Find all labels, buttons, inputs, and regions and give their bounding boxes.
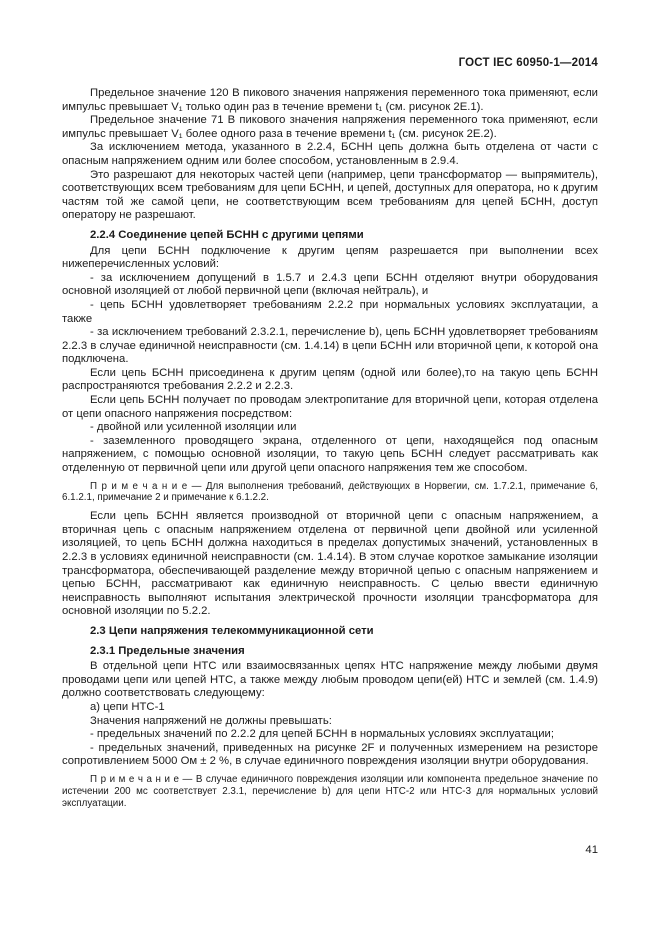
- document-content: [62, 87, 598, 815]
- body-paragraph: - предельных значений по 2.2.2 для цепей БСНН в нормальных условиях эксплуатации;: [90, 728, 555, 741]
- body-paragraph: а) цепи НТС-1: [90, 700, 165, 713]
- note-paragraph: П р и м е ч а н и е — В случае единичного повреждения изоляции или компонента предельное значение по истечении 200 мс соответствует 2.3.1, перечисление b) для цепи НТС-2 или НТС-3 для нормальных условий эксплуатации.: [62, 773, 598, 809]
- section-heading: 2.2.4 Соединение цепей БСНН с другими цепями: [90, 228, 364, 241]
- body-paragraph: - двойной или усиленной изоляции или: [90, 421, 297, 434]
- body-paragraph: Это разрешают для некоторых частей цепи (например, цепи трансформатор — выпрямитель), соответствующих всем требованиям для цепи БСНН, и цепей, доступных для оператора, но к другим частям той же самой цепи, не соответствующим всем требованиям для цепей БСНН, доступ оператору не разрешают.: [62, 168, 598, 222]
- page-number: 41: [585, 844, 598, 856]
- section-heading: 2.3.1 Предельные значения: [90, 644, 245, 657]
- body-paragraph: - за исключением требований 2.3.2.1, перечисление b), цепь БСНН удовлетворяет требованиям 2.2.3 в случае единичной неисправности (см. 1.4.14) в цепи БСНН или вторичной цепи, к которой она подключена.: [62, 326, 598, 366]
- standard-number: ГОСТ IEC 60950-1—2014: [458, 57, 598, 69]
- running-header: [62, 57, 598, 69]
- body-paragraph: Для цепи БСНН подключение к другим цепям разрешается при выполнении всех нижеперечисленных условий:: [62, 244, 598, 271]
- body-paragraph: За исключением метода, указанного в 2.2.4, БСНН цепь должна быть отделена от части с опасным напряжением одним или более способом, установленным в 2.9.4.: [62, 141, 598, 167]
- note-paragraph: П р и м е ч а н и е — Для выполнения требований, действующих в Норвегии, см. 1.7.2.1, примечание 6, 6.1.2.1, примечание 2 и примечание к 6.1.2.2.: [62, 480, 598, 504]
- body-paragraph: Предельное значение 71 В пикового значения напряжения переменного тока применяют, если импульс превышает V₁ более одного раза в течение времени t₁ (см. рисунок 2Е.2).: [62, 114, 598, 140]
- body-paragraph: - предельных значений, приведенных на рисунке 2F и полученных измерением на резисторе сопротивлением 5000 Ом ± 2 %, в случае единичного повреждения изоляции внутри оборудования.: [62, 741, 598, 768]
- body-paragraph: Значения напряжений не должны превышать:: [90, 714, 332, 727]
- body-paragraph: - заземленного проводящего экрана, отделенного от цепи, находящейся под опасным напряжением, с помощью основной изоляции, то такую цепь БСНН следует рассматривать как отделенную от первичной цепи или другой цепи опасного напряжения тем же способом.: [62, 434, 598, 475]
- body-paragraph: Если цепь БСНН получает по проводам электропитание для вторичной цепи, которая отделена от цепи опасного напряжения посредством:: [62, 394, 598, 420]
- section-heading: 2.3 Цепи напряжения телекоммуникационной сети: [90, 624, 374, 637]
- body-paragraph: Если цепь БСНН является производной от вторичной цепи с опасным напряжением, а вторичная цепь с опасным напряжением отделена от первичной цепи двойной или усиленной изоляцией, то цепь БСНН должна находиться в пределах допустимых значений, установленных в 2.2.3 в условиях единичной неисправности (см. 1.4.14). В этом случае короткое замыкание изоляции трансформатора, обеспечивающей разделение между вторичной цепью с опасным напряжением и цепью БСНН, рассматривают как единичную неисправность. С целью ввести единичную неисправность выполняют испытания электрической прочности изоляции трансформатора для основной изоляции по 5.2.2.: [62, 510, 598, 618]
- body-paragraph: - за исключением допущений в 1.5.7 и 2.4.3 цепи БСНН отделяют внутри оборудования основной изоляцией от любой первичной цепи (включая нейтраль), и: [62, 271, 598, 298]
- body-paragraph: Если цепь БСНН присоединена к другим цепям (одной или более),то на такую цепь БСНН распространяются требования 2.2.2 и 2.2.3.: [62, 366, 598, 393]
- body-paragraph: - цепь БСНН удовлетворяет требованиям 2.2.2 при нормальных условиях эксплуатации, а также: [62, 298, 598, 325]
- body-paragraph: Предельное значение 120 В пикового значения напряжения переменного тока применяют, если импульс превышает V₁ только один раз в течение времени t₁ (см. рисунок 2Е.1).: [62, 87, 598, 113]
- body-paragraph: В отдельной цепи НТС или взаимосвязанных цепях НТС напряжение между любыми двумя проводами цепи или цепей НТС, а также между любым проводом цепи(ей) НТС и землей (см. 1.4.9) должно соответствовать следующему:: [62, 660, 598, 700]
